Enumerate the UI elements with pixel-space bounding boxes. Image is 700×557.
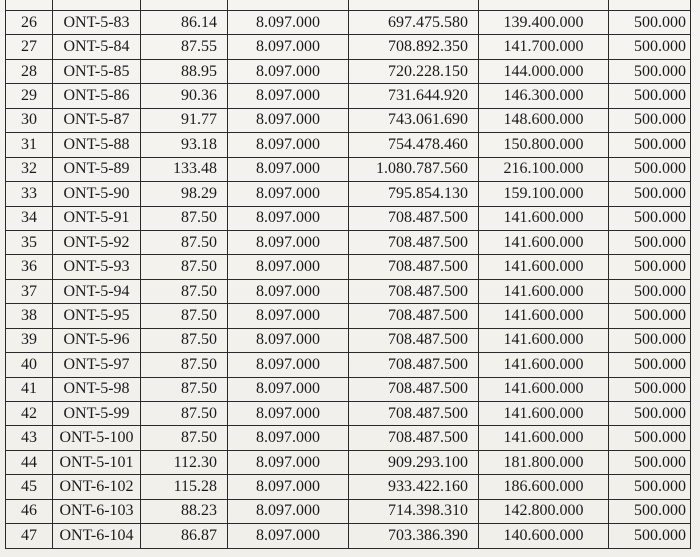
cell-total-price: 708.487.500: [349, 279, 479, 303]
cell-total-price: 754.478.460: [349, 133, 479, 157]
cell-deposit-amount: 144.000.000: [479, 59, 609, 83]
table-row: [6, 377, 691, 401]
table-row: [6, 255, 691, 279]
cell-fee-amount: 500.000: [609, 524, 691, 548]
cell-unit-price: 8.097.000: [228, 230, 349, 254]
cell-row-number: 27: [6, 35, 53, 59]
cell-unit-code: ONT-6-102: [53, 475, 141, 499]
cell-fee-amount: 500.000: [609, 230, 691, 254]
table-body: [6, 0, 691, 548]
cell-area-value: 86.14: [141, 11, 228, 35]
cell-fee-amount: 500.000: [609, 499, 691, 523]
cell-unit-price: 8.097.000: [228, 426, 349, 450]
cell-row-number: 45: [6, 475, 53, 499]
cell-unit-price: 8.097.000: [228, 108, 349, 132]
cell-area-value: 88.95: [141, 59, 228, 83]
cell-unit-price: 8.097.000: [228, 524, 349, 548]
cell-partial: [479, 0, 609, 11]
table-row: [6, 182, 691, 206]
cell-area-value: 90.36: [141, 84, 228, 108]
table-row: [6, 475, 691, 499]
cell-fee-amount: 500.000: [609, 84, 691, 108]
cell-total-price: 909.293.100: [349, 450, 479, 474]
cell-fee-amount: 500.000: [609, 377, 691, 401]
cell-area-value: 93.18: [141, 133, 228, 157]
cell-unit-code: ONT-5-90: [53, 182, 141, 206]
cell-total-price: 708.892.350: [349, 35, 479, 59]
cell-total-price: 1.080.787.560: [349, 157, 479, 181]
cell-total-price: 708.487.500: [349, 353, 479, 377]
table-row: [6, 524, 691, 548]
cell-row-number: 37: [6, 279, 53, 303]
cell-unit-code: ONT-5-96: [53, 328, 141, 352]
cell-deposit-amount: 141.600.000: [479, 206, 609, 230]
cell-deposit-amount: 141.700.000: [479, 35, 609, 59]
cell-unit-price: 8.097.000: [228, 328, 349, 352]
cell-area-value: 87.50: [141, 304, 228, 328]
cell-area-value: 87.50: [141, 402, 228, 426]
cell-area-value: 133.48: [141, 157, 228, 181]
cell-row-number: 47: [6, 524, 53, 548]
cell-unit-price: 8.097.000: [228, 59, 349, 83]
cell-unit-code: ONT-5-88: [53, 133, 141, 157]
cell-total-price: 708.487.500: [349, 255, 479, 279]
cell-fee-amount: 500.000: [609, 182, 691, 206]
cell-area-value: 98.29: [141, 182, 228, 206]
cell-unit-code: ONT-5-94: [53, 279, 141, 303]
cell-row-number: 35: [6, 230, 53, 254]
cell-total-price: 708.487.500: [349, 402, 479, 426]
cell-deposit-amount: 141.600.000: [479, 255, 609, 279]
cell-row-number: 33: [6, 182, 53, 206]
cell-area-value: 86.87: [141, 524, 228, 548]
cell-unit-price: 8.097.000: [228, 499, 349, 523]
cell-fee-amount: 500.000: [609, 426, 691, 450]
table-row: [6, 499, 691, 523]
cell-partial: [228, 0, 349, 11]
unit-price-table: [5, 0, 691, 549]
cell-total-price: 714.398.310: [349, 499, 479, 523]
cell-unit-code: ONT-6-104: [53, 524, 141, 548]
cell-total-price: 708.487.500: [349, 230, 479, 254]
cell-unit-code: ONT-5-86: [53, 84, 141, 108]
cell-row-number: 42: [6, 402, 53, 426]
cell-fee-amount: 500.000: [609, 279, 691, 303]
cell-unit-price: 8.097.000: [228, 133, 349, 157]
cell-row-number: 38: [6, 304, 53, 328]
cell-deposit-amount: 141.600.000: [479, 328, 609, 352]
cell-unit-price: 8.097.000: [228, 402, 349, 426]
table-row: [6, 328, 691, 352]
cell-fee-amount: 500.000: [609, 35, 691, 59]
cell-deposit-amount: 139.400.000: [479, 11, 609, 35]
cell-fee-amount: 500.000: [609, 304, 691, 328]
cell-row-number: 29: [6, 84, 53, 108]
cell-deposit-amount: 159.100.000: [479, 182, 609, 206]
cell-unit-code: ONT-5-84: [53, 35, 141, 59]
cell-unit-price: 8.097.000: [228, 353, 349, 377]
cell-area-value: 87.55: [141, 35, 228, 59]
cell-total-price: 703.386.390: [349, 524, 479, 548]
cell-deposit-amount: 140.600.000: [479, 524, 609, 548]
cell-fee-amount: 500.000: [609, 450, 691, 474]
cell-partial: [53, 0, 141, 11]
cell-fee-amount: 500.000: [609, 133, 691, 157]
cell-unit-code: ONT-5-97: [53, 353, 141, 377]
cell-row-number: 30: [6, 108, 53, 132]
cell-total-price: 708.487.500: [349, 426, 479, 450]
cell-deposit-amount: 148.600.000: [479, 108, 609, 132]
cell-fee-amount: 500.000: [609, 108, 691, 132]
cell-deposit-amount: 141.600.000: [479, 353, 609, 377]
cell-unit-code: ONT-5-100: [53, 426, 141, 450]
table-row: [6, 59, 691, 83]
cell-row-number: 34: [6, 206, 53, 230]
cell-unit-code: ONT-5-93: [53, 255, 141, 279]
cell-row-number: 26: [6, 11, 53, 35]
cell-deposit-amount: 141.600.000: [479, 426, 609, 450]
cell-unit-code: ONT-5-98: [53, 377, 141, 401]
cell-fee-amount: 500.000: [609, 475, 691, 499]
cell-area-value: 87.50: [141, 206, 228, 230]
table-row: [6, 353, 691, 377]
cell-area-value: 87.50: [141, 255, 228, 279]
table-row: [6, 133, 691, 157]
cell-unit-code: ONT-5-101: [53, 450, 141, 474]
cell-fee-amount: 500.000: [609, 328, 691, 352]
cell-area-value: 115.28: [141, 475, 228, 499]
cell-deposit-amount: 141.600.000: [479, 304, 609, 328]
cell-unit-price: 8.097.000: [228, 206, 349, 230]
table-row: [6, 84, 691, 108]
table-row: [6, 230, 691, 254]
cell-total-price: 731.644.920: [349, 84, 479, 108]
cell-deposit-amount: 150.800.000: [479, 133, 609, 157]
cell-partial: [349, 0, 479, 11]
cell-unit-code: ONT-5-85: [53, 59, 141, 83]
cell-deposit-amount: 141.600.000: [479, 279, 609, 303]
cell-partial: [6, 0, 53, 11]
cell-area-value: 87.50: [141, 426, 228, 450]
cell-deposit-amount: 142.800.000: [479, 499, 609, 523]
table-row: [6, 450, 691, 474]
cell-fee-amount: 500.000: [609, 206, 691, 230]
cell-unit-price: 8.097.000: [228, 377, 349, 401]
cell-row-number: 41: [6, 377, 53, 401]
cell-fee-amount: 500.000: [609, 255, 691, 279]
cell-unit-price: 8.097.000: [228, 255, 349, 279]
cell-deposit-amount: 141.600.000: [479, 230, 609, 254]
cell-total-price: 708.487.500: [349, 328, 479, 352]
cell-unit-price: 8.097.000: [228, 84, 349, 108]
cell-fee-amount: 500.000: [609, 157, 691, 181]
cell-deposit-amount: 141.600.000: [479, 402, 609, 426]
cell-unit-code: ONT-5-92: [53, 230, 141, 254]
cell-area-value: 88.23: [141, 499, 228, 523]
cell-row-number: 31: [6, 133, 53, 157]
cell-row-number: 28: [6, 59, 53, 83]
cell-total-price: 720.228.150: [349, 59, 479, 83]
cell-row-number: 46: [6, 499, 53, 523]
table-row: [6, 11, 691, 35]
cell-row-number: 40: [6, 353, 53, 377]
cell-fee-amount: 500.000: [609, 353, 691, 377]
cell-row-number: 43: [6, 426, 53, 450]
cell-unit-code: ONT-5-99: [53, 402, 141, 426]
cell-total-price: 933.422.160: [349, 475, 479, 499]
cell-total-price: 795.854.130: [349, 182, 479, 206]
table-row: [6, 279, 691, 303]
cell-area-value: 87.50: [141, 353, 228, 377]
table-row: [6, 402, 691, 426]
cell-deposit-amount: 216.100.000: [479, 157, 609, 181]
cell-unit-code: ONT-5-91: [53, 206, 141, 230]
table-row: [6, 206, 691, 230]
cell-fee-amount: 500.000: [609, 11, 691, 35]
cell-total-price: 697.475.580: [349, 11, 479, 35]
cell-unit-price: 8.097.000: [228, 182, 349, 206]
cell-unit-price: 8.097.000: [228, 11, 349, 35]
cell-area-value: 91.77: [141, 108, 228, 132]
cell-total-price: 708.487.500: [349, 377, 479, 401]
cell-row-number: 39: [6, 328, 53, 352]
cell-fee-amount: 500.000: [609, 59, 691, 83]
cell-unit-code: ONT-5-95: [53, 304, 141, 328]
cell-unit-price: 8.097.000: [228, 475, 349, 499]
cell-area-value: 87.50: [141, 279, 228, 303]
cell-unit-code: ONT-5-87: [53, 108, 141, 132]
cell-row-number: 36: [6, 255, 53, 279]
cell-row-number: 32: [6, 157, 53, 181]
cell-total-price: 708.487.500: [349, 304, 479, 328]
cell-unit-price: 8.097.000: [228, 450, 349, 474]
cell-area-value: 87.50: [141, 328, 228, 352]
cell-area-value: 112.30: [141, 450, 228, 474]
table-row: [6, 108, 691, 132]
cell-total-price: 708.487.500: [349, 206, 479, 230]
cell-partial: [141, 0, 228, 11]
cell-partial: [609, 0, 691, 11]
cell-unit-price: 8.097.000: [228, 304, 349, 328]
table-row: [6, 426, 691, 450]
cell-unit-price: 8.097.000: [228, 157, 349, 181]
cell-unit-code: ONT-5-83: [53, 11, 141, 35]
cell-area-value: 87.50: [141, 230, 228, 254]
table-row: [6, 35, 691, 59]
cell-unit-price: 8.097.000: [228, 35, 349, 59]
cell-deposit-amount: 141.600.000: [479, 377, 609, 401]
cell-deposit-amount: 181.800.000: [479, 450, 609, 474]
table-row: [6, 304, 691, 328]
cell-deposit-amount: 186.600.000: [479, 475, 609, 499]
cell-row-number: 44: [6, 450, 53, 474]
cell-area-value: 87.50: [141, 377, 228, 401]
table-row-partial: [6, 0, 691, 11]
cell-unit-code: ONT-5-89: [53, 157, 141, 181]
table-row: [6, 157, 691, 181]
cell-total-price: 743.061.690: [349, 108, 479, 132]
cell-deposit-amount: 146.300.000: [479, 84, 609, 108]
cell-unit-price: 8.097.000: [228, 279, 349, 303]
cell-unit-code: ONT-6-103: [53, 499, 141, 523]
cell-fee-amount: 500.000: [609, 402, 691, 426]
